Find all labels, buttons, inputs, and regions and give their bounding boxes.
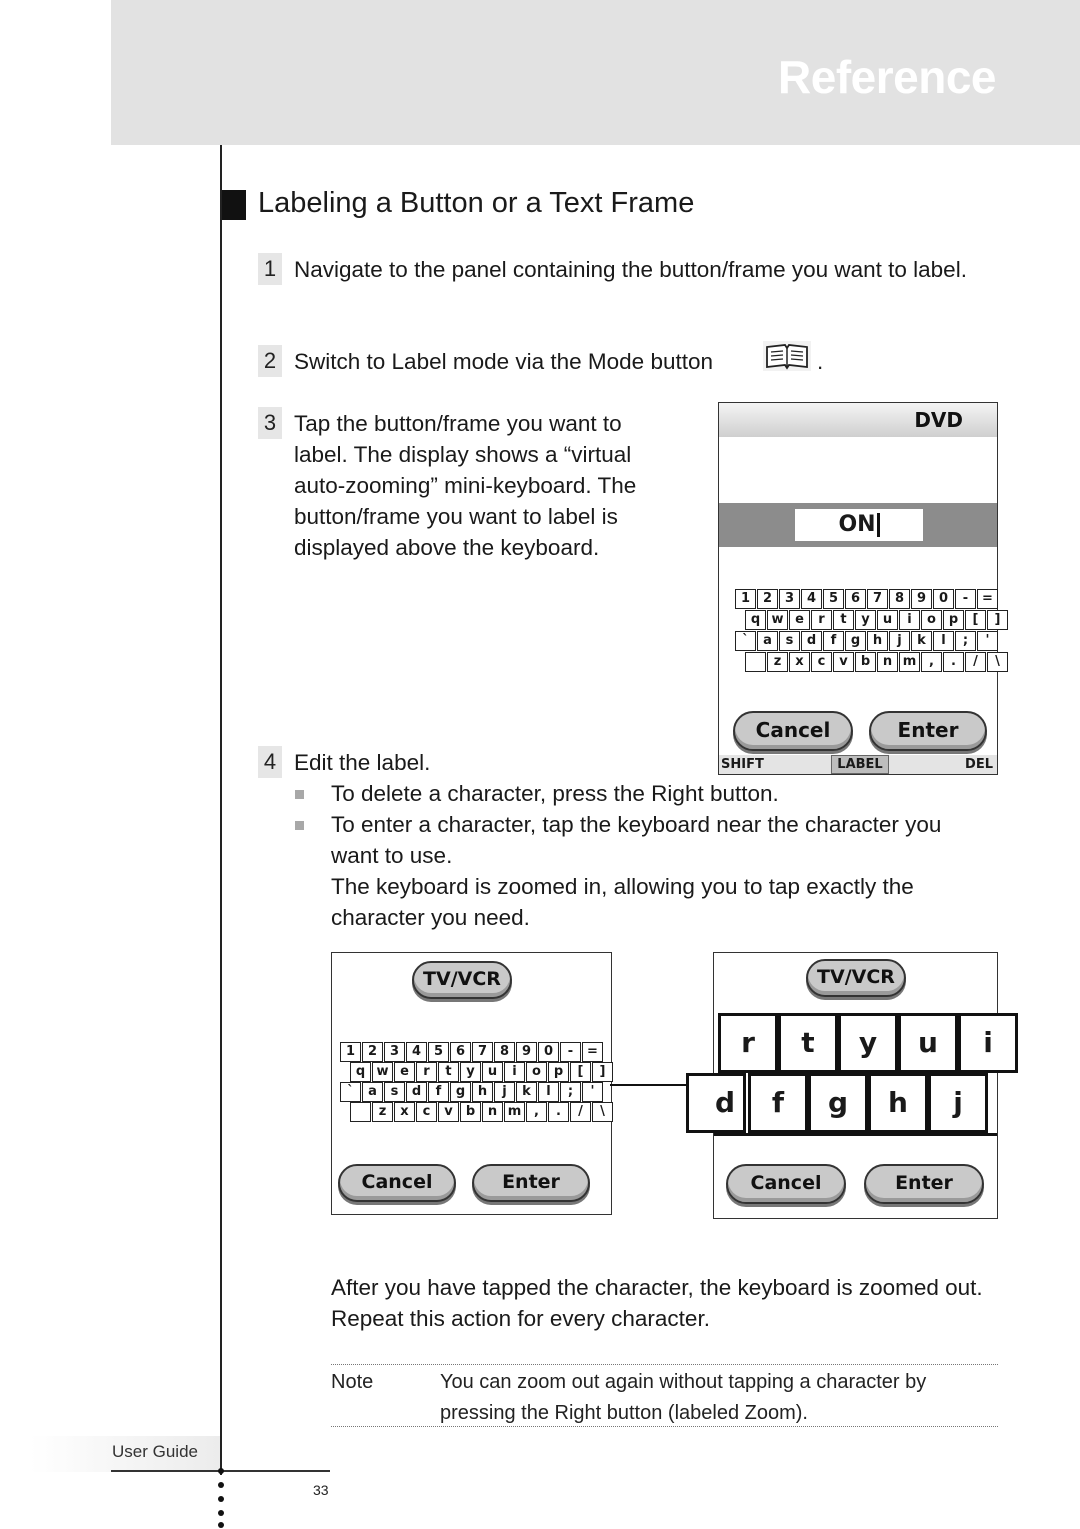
keyboard-key[interactable]: o — [921, 610, 942, 630]
keyboard-key[interactable]: q — [745, 610, 766, 630]
step-number-1: 1 — [258, 253, 282, 285]
keyboard-key[interactable]: t — [438, 1062, 459, 1082]
keyboard-key[interactable]: v — [438, 1102, 459, 1122]
section-title: Labeling a Button or a Text Frame — [258, 187, 695, 219]
keyboard-row-1 — [735, 589, 999, 609]
decorative-dot — [218, 1468, 224, 1474]
keyboard-key[interactable]: e — [394, 1062, 415, 1082]
keyboard-key[interactable]: ] — [592, 1062, 613, 1082]
keyboard-key[interactable]: - — [955, 589, 976, 609]
keyboard-key[interactable]: / — [570, 1102, 591, 1122]
keyboard-key[interactable]: ' — [977, 631, 998, 651]
label-field[interactable] — [795, 509, 923, 541]
keyboard-key[interactable]: m — [899, 652, 920, 672]
keyboard-row-1 — [340, 1042, 604, 1062]
note-text: You can zoom out again without tapping a character by pressing the Right button (labeled Zoom). — [440, 1371, 927, 1424]
bullet-text-enter: To enter a character, tap the keyboard near the character you want to use. — [331, 812, 942, 868]
keyboard-key[interactable]: g — [845, 631, 866, 651]
keyboard-key[interactable]: n — [877, 652, 898, 672]
tvvcr-button[interactable] — [412, 961, 512, 999]
keyboard-key[interactable]: 5 — [428, 1042, 449, 1062]
keyboard-key[interactable]: j — [889, 631, 910, 651]
keyboard-key[interactable]: u — [877, 610, 898, 630]
keyboard-key[interactable]: o — [526, 1062, 547, 1082]
zoom-key[interactable]: f — [748, 1073, 808, 1133]
keyboard-key[interactable]: l — [933, 631, 954, 651]
keyboard-key[interactable]: h — [867, 631, 888, 651]
keyboard-key[interactable]: , — [921, 652, 942, 672]
decorative-dot — [218, 1522, 224, 1528]
margin-rule — [220, 145, 222, 1475]
keyboard-key[interactable]: d — [406, 1082, 427, 1102]
zoom-key[interactable]: h — [868, 1073, 928, 1133]
cancel-button[interactable]: Cancel — [726, 1164, 846, 1204]
step-number-4: 4 — [258, 746, 282, 778]
keyboard-key[interactable]: e — [789, 610, 810, 630]
shift-tab[interactable]: SHIFT — [721, 757, 764, 772]
keyboard-key[interactable]: 3 — [384, 1042, 405, 1062]
keyboard-key[interactable]: s — [384, 1082, 405, 1102]
keyboard-key[interactable]: x — [789, 652, 810, 672]
del-tab[interactable]: DEL — [965, 757, 993, 772]
keyboard-key[interactable]: \ — [987, 652, 1008, 672]
screenshot-label-mode — [718, 402, 1001, 775]
zoom-key[interactable]: g — [808, 1073, 868, 1133]
keyboard-key[interactable]: c — [811, 652, 832, 672]
keyboard-key[interactable]: k — [516, 1082, 537, 1102]
step-text-2-end: . — [817, 349, 824, 374]
cancel-button[interactable]: Cancel — [733, 711, 853, 751]
keyboard-key[interactable]: m — [504, 1102, 525, 1122]
keyboard-key[interactable]: d — [801, 631, 822, 651]
step-text-3 — [294, 408, 704, 563]
keyboard-key[interactable]: g — [450, 1082, 471, 1102]
keyboard-key[interactable]: c — [416, 1102, 437, 1122]
keyboard-key[interactable]: 4 — [801, 589, 822, 609]
tvvcr-label: TV/VCR — [423, 968, 501, 990]
zoom-key[interactable]: i — [958, 1013, 1018, 1073]
section-marker — [222, 190, 246, 220]
keyboard-key[interactable]: b — [855, 652, 876, 672]
keyboard-key[interactable]: t — [833, 610, 854, 630]
decorative-dot — [218, 1510, 224, 1516]
keyboard-key[interactable]: a — [362, 1082, 383, 1102]
keyboard-key[interactable]: y — [460, 1062, 481, 1082]
step-3-line: button/frame you want to label is — [294, 504, 618, 529]
keyboard-key[interactable]: j — [494, 1082, 515, 1102]
keyboard-key[interactable]: ` — [340, 1082, 361, 1102]
zoom-key[interactable]: j — [928, 1073, 988, 1133]
keyboard-key[interactable]: , — [526, 1102, 547, 1122]
keyboard-key[interactable]: 0 — [933, 589, 954, 609]
keyboard-key[interactable]: k — [911, 631, 932, 651]
keyboard-key[interactable]: 0 — [538, 1042, 559, 1062]
enter-button[interactable]: Enter — [864, 1164, 984, 1204]
keyboard-key[interactable]: 2 — [362, 1042, 383, 1062]
zoom-key[interactable]: t — [778, 1013, 838, 1073]
step-3-line: Tap the button/frame you want to — [294, 411, 622, 436]
keyboard-key[interactable]: = — [582, 1042, 603, 1062]
screenshot-keyboard-normal — [331, 952, 612, 1215]
decorative-dot — [218, 1482, 224, 1488]
keyboard-key[interactable]: 5 — [823, 589, 844, 609]
keyboard-key[interactable]: ` — [735, 631, 756, 651]
decorative-dot — [218, 1496, 224, 1502]
keyboard-key[interactable]: p — [548, 1062, 569, 1082]
keyboard-key[interactable]: 6 — [450, 1042, 471, 1062]
keyboard-row-2 — [745, 610, 1009, 630]
note-bottom-rule — [331, 1426, 998, 1427]
keyboard-key[interactable]: x — [394, 1102, 415, 1122]
keyboard-key[interactable]: 4 — [406, 1042, 427, 1062]
keyboard-key[interactable]: f — [428, 1082, 449, 1102]
cancel-button[interactable]: Cancel — [338, 1164, 456, 1202]
keyboard-key[interactable]: i — [504, 1062, 525, 1082]
keyboard-key[interactable]: 2 — [757, 589, 778, 609]
keyboard-key[interactable]: 9 — [911, 589, 932, 609]
label-bar — [719, 503, 997, 547]
step-3-line: displayed above the keyboard. — [294, 535, 600, 560]
keyboard-key[interactable]: - — [560, 1042, 581, 1062]
keyboard-key[interactable]: 6 — [845, 589, 866, 609]
label-tab[interactable]: LABEL — [831, 755, 889, 774]
keyboard-key[interactable]: . — [943, 652, 964, 672]
note-label: Note — [331, 1371, 374, 1393]
keyboard-key[interactable]: a — [757, 631, 778, 651]
keyboard-key[interactable]: = — [977, 589, 998, 609]
screenshot-keyboard-zoomed — [713, 952, 998, 1219]
tvvcr-label: TV/VCR — [817, 966, 895, 988]
zoom-key[interactable]: y — [838, 1013, 898, 1073]
zoom-key[interactable]: u — [898, 1013, 958, 1073]
keyboard-key[interactable]: y — [855, 610, 876, 630]
keyboard-key[interactable]: w — [372, 1062, 393, 1082]
step-3-line: auto-zooming” mini-keyboard. The — [294, 473, 637, 498]
step-text-2: Switch to Label mode via the Mode button — [294, 349, 714, 374]
text-cursor — [877, 513, 880, 537]
keyboard-key[interactable]: r — [416, 1062, 437, 1082]
note-top-rule — [331, 1364, 998, 1365]
screen-title: DVD — [914, 408, 963, 432]
label-field-value: ON — [838, 512, 876, 537]
step-text-1: Navigate to the panel containing the button/frame you want to label. — [294, 257, 967, 282]
keyboard-key[interactable]: s — [779, 631, 800, 651]
bullet-text-delete: To delete a character, press the Right button. — [331, 781, 779, 806]
enter-button[interactable]: Enter — [869, 711, 987, 751]
after-description: After you have tapped the character, the keyboard is zoomed out. Repeat this action for every character. — [331, 1275, 983, 1331]
tvvcr-button[interactable] — [806, 959, 906, 997]
keyboard-row-3 — [340, 1082, 604, 1102]
zoom-key[interactable]: r — [718, 1013, 778, 1073]
keyboard-row-3 — [735, 631, 999, 651]
keyboard-key[interactable]: l — [538, 1082, 559, 1102]
zoom-key[interactable]: d — [686, 1073, 746, 1133]
footer-label: User Guide — [112, 1442, 198, 1461]
zoom-description: The keyboard is zoomed in, allowing you to tap exactly the character you need. — [331, 874, 914, 930]
step-number-3: 3 — [258, 407, 282, 439]
screen-title-bar — [719, 403, 997, 437]
keyboard-key[interactable]: n — [482, 1102, 503, 1122]
keyboard-key[interactable]: q — [350, 1062, 371, 1082]
keyboard-key[interactable]: 7 — [472, 1042, 493, 1062]
keyboard-key[interactable]: ; — [955, 631, 976, 651]
header-title: Reference — [778, 51, 996, 103]
keyboard-key[interactable]: u — [482, 1062, 503, 1082]
step-3-line: label. The display shows a “virtual — [294, 442, 632, 467]
keyboard-key[interactable]: [ — [570, 1062, 591, 1082]
keyboard-key[interactable]: w — [767, 610, 788, 630]
bullet-marker — [295, 821, 304, 830]
keyboard-key[interactable]: f — [823, 631, 844, 651]
zoom-row-3-partial — [714, 1133, 997, 1150]
keyboard-key[interactable]: p — [943, 610, 964, 630]
bullet-marker — [295, 790, 304, 799]
keyboard-key[interactable]: ' — [582, 1082, 603, 1102]
keyboard-key[interactable]: 7 — [867, 589, 888, 609]
keyboard-key[interactable]: b — [460, 1102, 481, 1122]
keyboard-key[interactable]: 8 — [889, 589, 910, 609]
keyboard-key[interactable] — [745, 652, 766, 672]
step-text-4: Edit the label. — [294, 750, 431, 775]
keyboard-row-4 — [350, 1102, 614, 1122]
keyboard-key[interactable]: \ — [592, 1102, 613, 1122]
keyboard-key[interactable]: i — [899, 610, 920, 630]
keyboard-key[interactable]: ] — [987, 610, 1008, 630]
keyboard-row-4 — [745, 652, 1009, 672]
page-number: 33 — [313, 1482, 329, 1498]
step-number-2: 2 — [258, 345, 282, 377]
keyboard-key[interactable]: 3 — [779, 589, 800, 609]
keyboard-key[interactable]: r — [811, 610, 832, 630]
keyboard-key[interactable]: [ — [965, 610, 986, 630]
keyboard-key[interactable]: . — [548, 1102, 569, 1122]
keyboard-key[interactable]: z — [767, 652, 788, 672]
keyboard-key[interactable]: 9 — [516, 1042, 537, 1062]
keyboard-key[interactable]: 1 — [735, 589, 756, 609]
keyboard-key[interactable]: / — [965, 652, 986, 672]
keyboard-key[interactable]: 1 — [340, 1042, 361, 1062]
keyboard-key[interactable]: h — [472, 1082, 493, 1102]
keyboard-key[interactable]: ; — [560, 1082, 581, 1102]
header-band — [111, 0, 1080, 145]
keyboard-key[interactable]: 8 — [494, 1042, 515, 1062]
keyboard-key[interactable] — [350, 1102, 371, 1122]
mode-button-icon — [763, 341, 811, 371]
keyboard-key[interactable]: v — [833, 652, 854, 672]
tab-strip — [719, 755, 997, 774]
keyboard-key[interactable]: z — [372, 1102, 393, 1122]
keyboard-row-2 — [350, 1062, 614, 1082]
enter-button[interactable]: Enter — [472, 1164, 590, 1202]
